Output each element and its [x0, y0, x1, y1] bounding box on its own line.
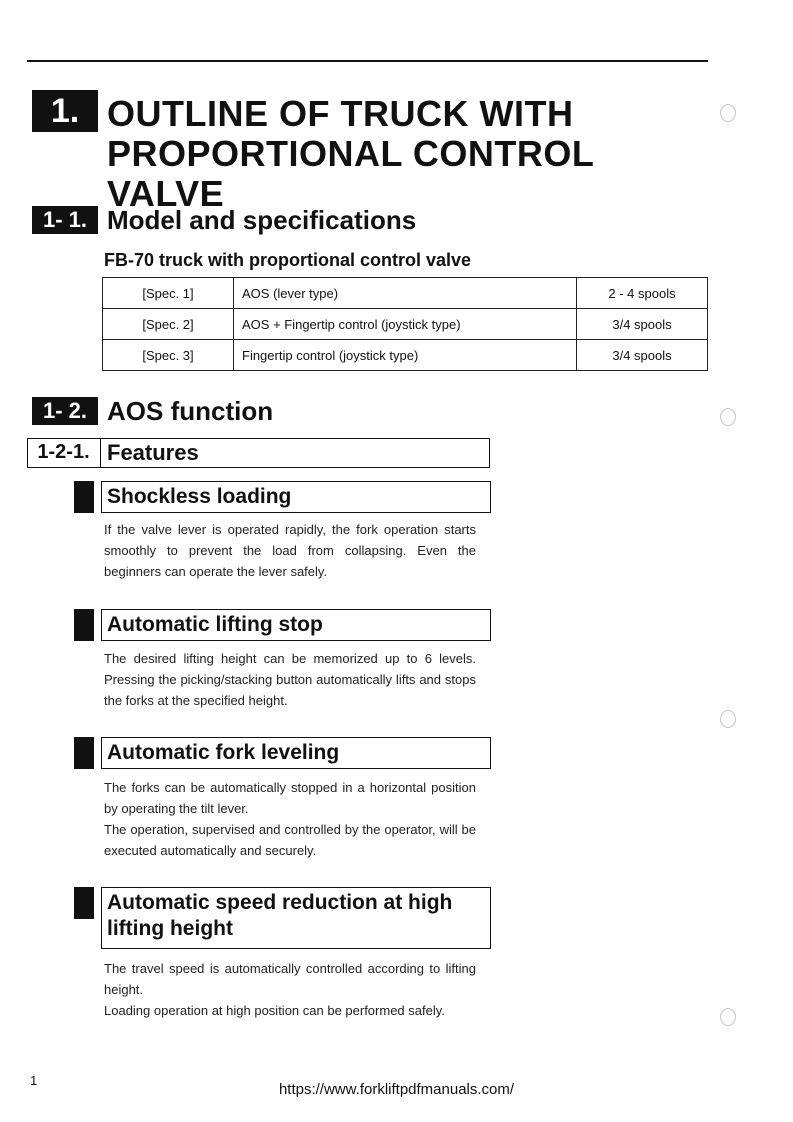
subsection-title: Features: [107, 440, 199, 465]
spec-cell: [Spec. 2]: [103, 309, 234, 340]
spec-cell: [Spec. 1]: [103, 278, 234, 309]
subsection-number: 1-2-1.: [27, 438, 101, 468]
feature-text-shockless-loading: If the valve lever is operated rapidly, the fork operation starts smoothly to prevent the load from collapsing. Even the beginners can operate the lever safely.: [104, 522, 476, 579]
feature-marker: [74, 887, 94, 919]
header-rule: [27, 60, 708, 62]
feature-text-line: The travel speed is automatically controlled according to lifting height.: [104, 961, 476, 997]
table-caption: FB-70 truck with proportional control valve: [104, 250, 472, 270]
feature-title-automatic-speed-reduction: [101, 887, 491, 949]
table-row: [103, 278, 708, 309]
spec-cell: [Spec. 3]: [103, 340, 234, 371]
feature-title-line: Automatic speed reduction at high: [107, 891, 453, 914]
section-1-1-title: Model and specifications: [107, 205, 417, 235]
binder-hole: [720, 710, 736, 728]
feature-text-line: The operation, supervised and controlled by the operator, will be executed automatically and securely.: [104, 822, 476, 858]
feature-text-line: Loading operation at high position can be performed safely.: [104, 1003, 445, 1018]
section-1-2-number: 1- 2.: [32, 397, 98, 425]
feature-title-automatic-fork-leveling: Automatic fork leveling: [101, 737, 491, 769]
feature-text-automatic-fork-leveling: [104, 777, 476, 861]
binder-hole: [720, 408, 736, 426]
feature-marker: [74, 481, 94, 513]
section-1-1-number: 1- 1.: [32, 206, 98, 234]
feature-text-line: The forks can be automatically stopped in a horizontal position by operating the tilt lever.: [104, 780, 476, 816]
section-1-2-title: AOS function: [107, 396, 274, 426]
table-row: [103, 340, 708, 371]
spools-cell: 2 - 4 spools: [577, 278, 708, 309]
feature-marker: [74, 609, 94, 641]
feature-text-automatic-speed-reduction: [104, 958, 476, 1021]
spools-cell: 3/4 spools: [577, 309, 708, 340]
chapter-title-line1: OUTLINE OF TRUCK WITH: [107, 93, 574, 134]
feature-title-automatic-lifting-stop: Automatic lifting stop: [101, 609, 491, 641]
table-row: [103, 309, 708, 340]
chapter-title: [107, 94, 717, 214]
footer-url[interactable]: https://www.forkliftpdfmanuals.com/: [278, 1081, 515, 1098]
feature-text-automatic-lifting-stop: The desired lifting height can be memorized up to 6 levels. Pressing the picking/stacking button automatically lifts and stops the forks at the specified height.: [104, 651, 476, 708]
feature-title-line: lifting height: [107, 917, 233, 940]
feature-title-shockless-loading: Shockless loading: [101, 481, 491, 513]
spec-table: [102, 277, 708, 371]
chapter-number: 1.: [32, 90, 98, 132]
feature-marker: [74, 737, 94, 769]
description-cell: Fingertip control (joystick type): [234, 340, 577, 371]
chapter-title-line2: PROPORTIONAL CONTROL VALVE: [107, 133, 594, 214]
description-cell: AOS + Fingertip control (joystick type): [234, 309, 577, 340]
description-cell: AOS (lever type): [234, 278, 577, 309]
page-number: 1: [30, 1073, 38, 1088]
binder-hole: [720, 104, 736, 122]
binder-hole: [720, 1008, 736, 1026]
spools-cell: 3/4 spools: [577, 340, 708, 371]
